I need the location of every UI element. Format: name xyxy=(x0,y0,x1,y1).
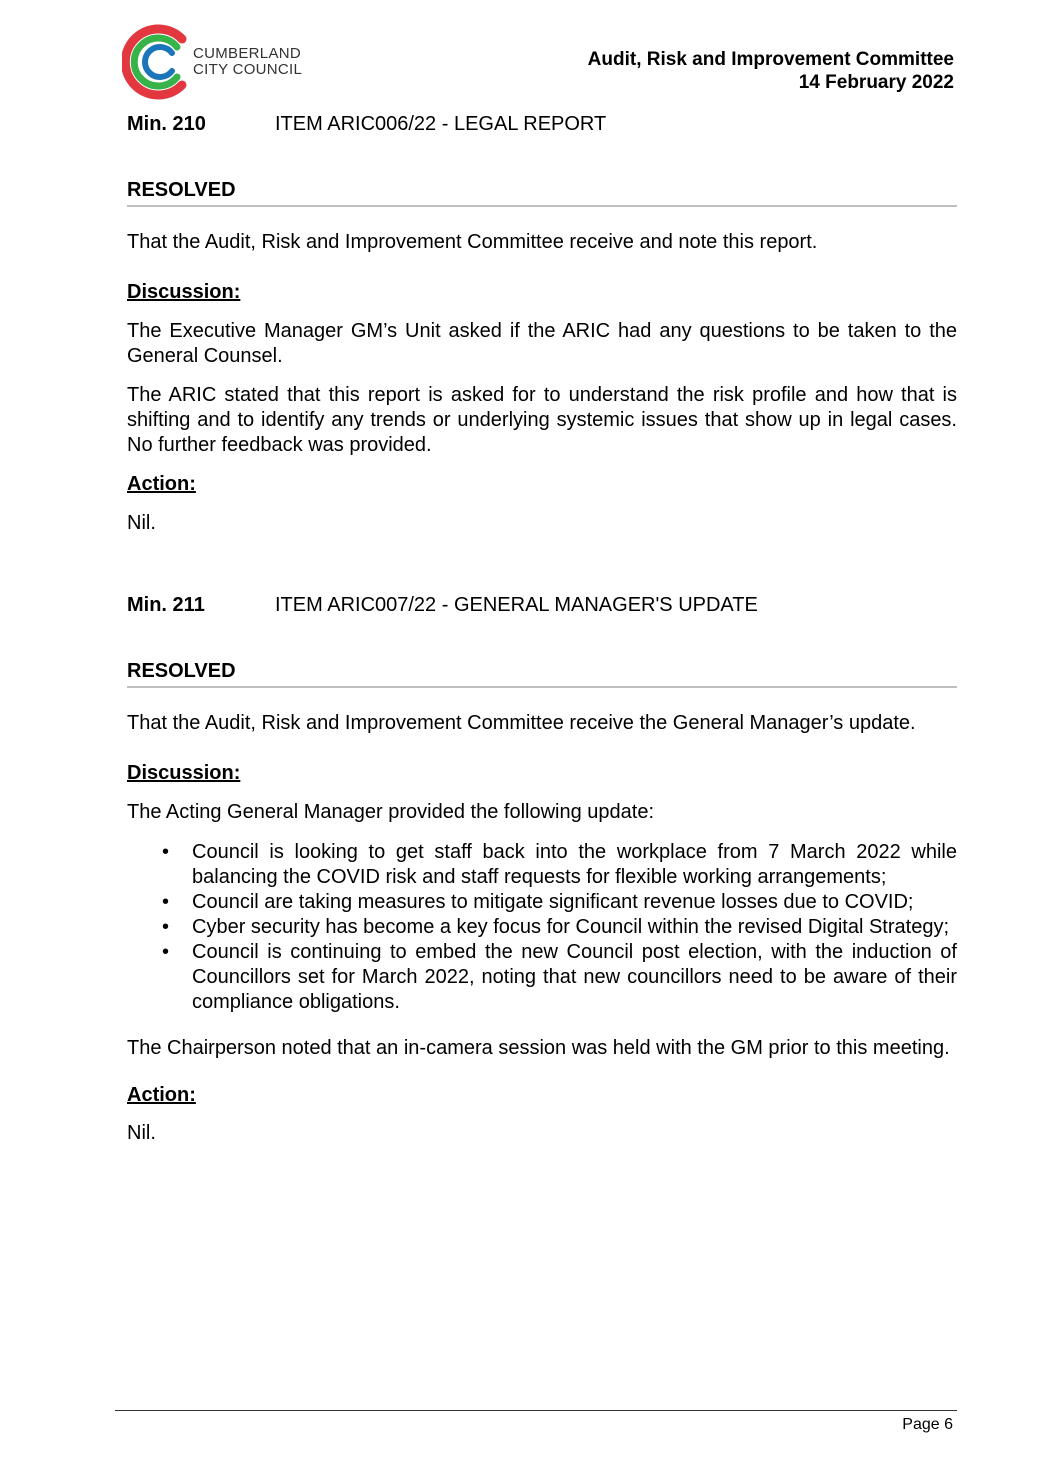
list-item: • Council is looking to get staff back into the workplace from 7 March 2022 while balancing the COVID risk and staff requests for flexible working arrangements; xyxy=(192,840,957,890)
minute-heading xyxy=(127,112,957,137)
minute-section xyxy=(127,593,957,1146)
action-heading: Action: xyxy=(127,1084,196,1106)
minute-title: ITEM ARIC007/22 - GENERAL MANAGER'S UPDATE xyxy=(275,594,758,616)
logo-line-2: CITY COUNCIL xyxy=(193,61,303,78)
minute-number: Min. 210 xyxy=(127,113,206,135)
list-item: • Cyber security has become a key focus for Council within the revised Digital Strategy; xyxy=(192,915,957,940)
list-item: • Council are taking measures to mitigate significant revenue losses due to COVID; xyxy=(192,890,957,915)
minute-title: ITEM ARIC006/22 - LEGAL REPORT xyxy=(275,113,607,135)
discussion-paragraph: The Executive Manager GM’s Unit asked if the ARIC had any questions to be taken to the General Counsel. xyxy=(127,320,957,367)
discussion-paragraph: The ARIC stated that this report is asked for to understand the risk profile and how that is shifting and to identify any trends or underlying systemic issues that show up in legal cases. No further feedback was provided. xyxy=(127,384,957,456)
page-header xyxy=(588,48,954,94)
committee-name: Audit, Risk and Improvement Committee xyxy=(587,49,954,70)
minutes-body xyxy=(127,112,957,1146)
action-text: Nil. xyxy=(127,512,156,534)
discussion-intro: The Acting General Manager provided the following update: xyxy=(127,801,655,823)
footer-divider xyxy=(115,1410,957,1411)
resolved-heading: RESOLVED xyxy=(127,659,957,688)
action-text: Nil. xyxy=(127,1122,156,1144)
page-number: Page 6 xyxy=(902,1416,953,1433)
logo-line-1: CUMBERLAND xyxy=(193,45,302,62)
council-logo xyxy=(122,22,322,102)
minute-number: Min. 211 xyxy=(127,594,205,616)
discussion-heading: Discussion: xyxy=(127,281,241,303)
council-logo-text xyxy=(193,46,302,78)
closing-paragraph: The Chairperson noted that an in-camera session was held with the GM prior to this meeting. xyxy=(127,1037,950,1059)
discussion-heading: Discussion: xyxy=(127,762,241,784)
resolution-text: That the Audit, Risk and Improvement Committee receive and note this report. xyxy=(127,231,818,253)
minute-section xyxy=(127,112,957,536)
meeting-date: 14 February 2022 xyxy=(798,72,954,93)
council-logo-mark xyxy=(122,22,192,102)
update-list xyxy=(127,840,957,1015)
action-heading: Action: xyxy=(127,473,196,495)
minute-heading xyxy=(127,593,957,618)
resolved-heading: RESOLVED xyxy=(127,178,957,207)
list-item: • Council is continuing to embed the new Council post election, with the induction of Councillors set for March 2022, noting that new councillors need to be aware of their compliance obligations. xyxy=(192,940,957,1015)
resolution-text: That the Audit, Risk and Improvement Committee receive the General Manager’s update. xyxy=(127,712,916,734)
